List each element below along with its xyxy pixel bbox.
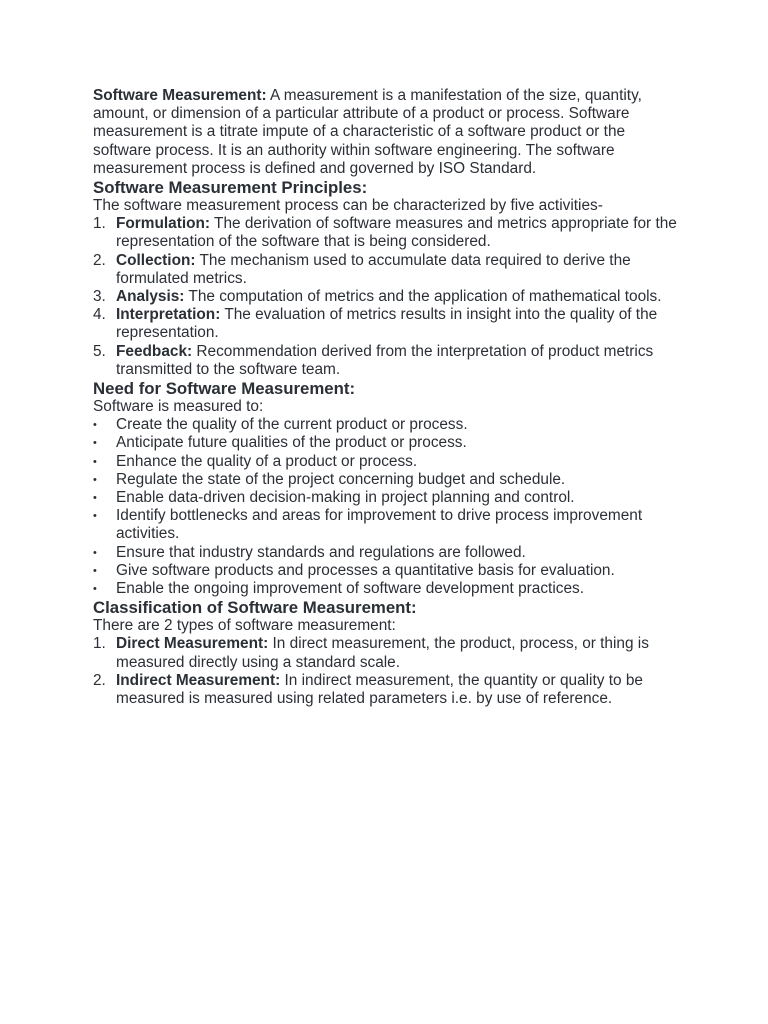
- list-item: [93, 416, 683, 434]
- principles-list: [93, 215, 683, 379]
- item-text: Enable the ongoing improvement of software development practices.: [116, 580, 584, 598]
- list-item-formulation: [93, 215, 683, 251]
- item-term: Analysis:: [116, 288, 185, 306]
- item-text: The mechanism used to accumulate data required to derive the formulated metrics.: [116, 251, 631, 287]
- item-text: Enable data-driven decision-making in project planning and control.: [116, 489, 575, 507]
- list-item: [93, 562, 683, 580]
- item-term: Collection:: [116, 251, 196, 269]
- document-page: [93, 87, 683, 708]
- item-term: Formulation:: [116, 215, 211, 233]
- bullet-icon: •: [93, 473, 97, 486]
- item-text: The evaluation of metrics results in insight into the quality of the representation.: [116, 306, 658, 342]
- list-item: [93, 471, 683, 489]
- item-text: The derivation of software measures and metrics appropriate for the representation of the software that is being considered.: [116, 215, 677, 251]
- list-number: 2.: [93, 251, 106, 269]
- list-item-interpretation: [93, 306, 683, 342]
- item-text: Give software products and processes a quantitative basis for evaluation.: [116, 561, 615, 579]
- need-list: [93, 416, 683, 598]
- intro-term: Software Measurement:: [93, 87, 267, 104]
- item-text: Anticipate future qualities of the product or process.: [116, 434, 467, 452]
- item-text: Recommendation derived from the interpretation of product metrics transmitted to the software team.: [116, 342, 654, 378]
- item-text: Enhance the quality of a product or process.: [116, 452, 418, 470]
- need-heading: Need for Software Measurement:: [93, 379, 356, 399]
- list-number: 1.: [93, 215, 106, 233]
- list-item-indirect: [93, 672, 683, 708]
- item-text: Regulate the state of the project concerning budget and schedule.: [116, 470, 566, 488]
- bullet-icon: •: [93, 510, 97, 523]
- list-item-feedback: [93, 343, 683, 379]
- item-text: Ensure that industry standards and regulations are followed.: [116, 543, 526, 561]
- item-term: Feedback:: [116, 342, 193, 360]
- item-text: In indirect measurement, the quantity or quality to be measured is measured using related parameters i.e. by use of reference.: [116, 671, 643, 708]
- classification-list: [93, 635, 683, 708]
- item-term: Interpretation:: [116, 306, 221, 324]
- list-number: 5.: [93, 342, 106, 360]
- intro-paragraph: [93, 87, 683, 178]
- item-term: Indirect Measurement:: [116, 671, 281, 689]
- item-text: In direct measurement, the product, process, or thing is measured directly using a standard scale.: [116, 635, 649, 671]
- bullet-icon: •: [93, 546, 97, 559]
- bullet-icon: •: [93, 564, 97, 577]
- bullet-icon: •: [93, 492, 97, 505]
- item-term: Direct Measurement:: [116, 635, 269, 653]
- list-item: [93, 434, 683, 452]
- item-text: Identify bottlenecks and areas for improvement to drive process improvement activities.: [116, 507, 643, 543]
- list-item-collection: [93, 252, 683, 288]
- list-item-direct: [93, 635, 683, 671]
- list-item-analysis: [93, 288, 683, 306]
- classification-heading: Classification of Software Measurement:: [93, 598, 417, 618]
- list-number: 2.: [93, 671, 106, 689]
- bullet-icon: •: [93, 583, 97, 596]
- item-text: The computation of metrics and the application of mathematical tools.: [184, 288, 662, 306]
- classification-lead: There are 2 types of software measurement:: [93, 617, 396, 635]
- bullet-icon: •: [93, 419, 97, 432]
- list-item: [93, 489, 683, 507]
- bullet-icon: •: [93, 455, 97, 468]
- item-text: Create the quality of the current product or process.: [116, 416, 468, 434]
- list-item: [93, 507, 683, 543]
- list-number: 4.: [93, 306, 106, 324]
- list-item: [93, 544, 683, 562]
- principles-heading: Software Measurement Principles:: [93, 178, 368, 198]
- list-item: [93, 453, 683, 471]
- intro-text: A measurement is a manifestation of the size, quantity, amount, or dimension of a particular attribute of a product or process. Software measurement is a titrate impute of a characteristic of a software product or the software process. It is an authority within software engineering. The software measurement process is defined and governed by ISO Standard.: [93, 87, 642, 177]
- list-number: 1.: [93, 635, 106, 653]
- bullet-icon: •: [93, 437, 97, 450]
- list-item: [93, 580, 683, 598]
- principles-lead: The software measurement process can be characterized by five activities-: [93, 197, 603, 215]
- list-number: 3.: [93, 288, 106, 306]
- need-lead: Software is measured to:: [93, 398, 264, 416]
